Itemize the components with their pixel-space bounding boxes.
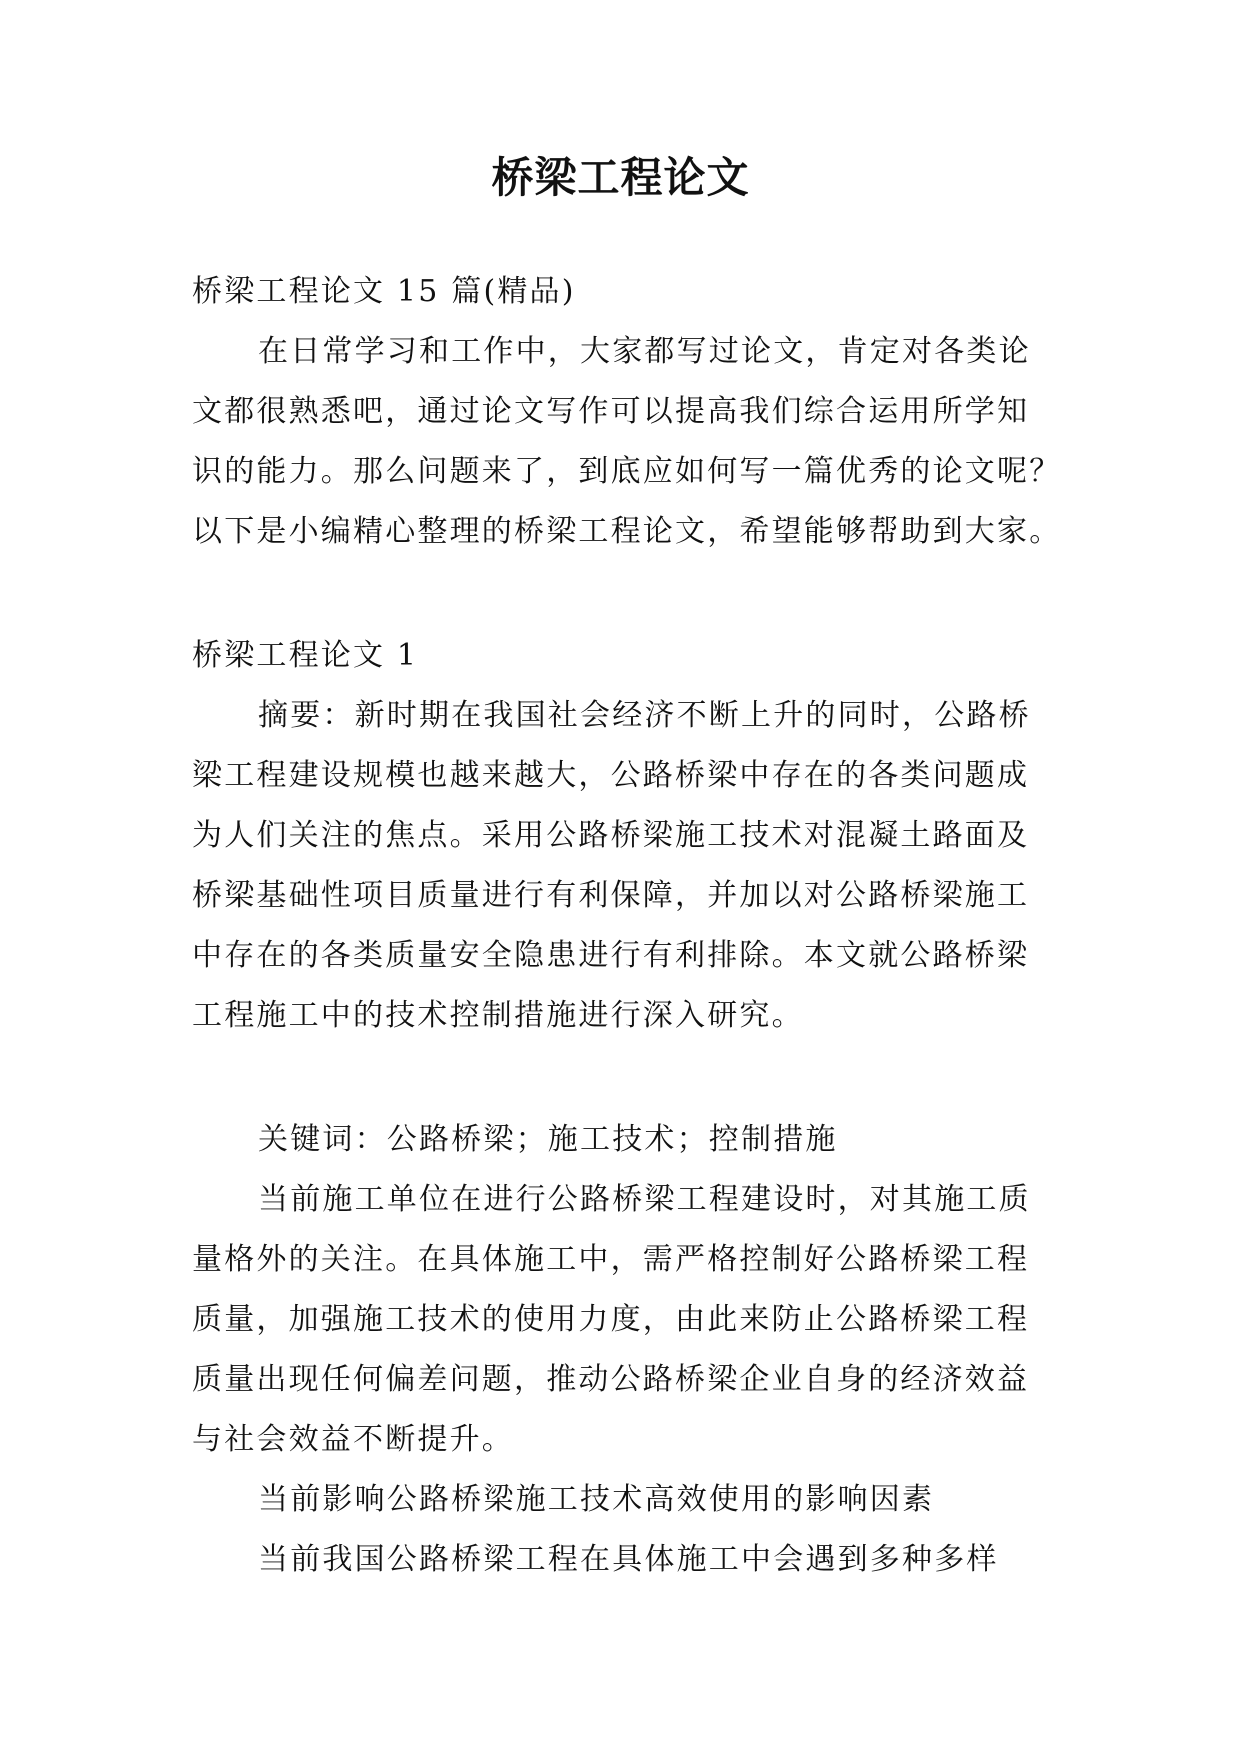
paragraph-gap — [192, 562, 1049, 626]
abstract-line: 为人们关注的焦点。采用公路桥梁施工技术对混凝土路面及 — [192, 818, 1030, 853]
intro-line: 以下是小编精心整理的桥梁工程论文，希望能够帮助到大家。 — [192, 514, 1062, 549]
intro-line: 文都很熟悉吧，通过论文写作可以提高我们综合运用所学知 — [192, 394, 1030, 429]
document-body — [192, 262, 1062, 1590]
abstract-line: 中存在的各类质量安全隐患进行有利排除。本文就公路桥梁 — [192, 938, 1030, 973]
intro-line: 识的能力。那么问题来了，到底应如何写一篇优秀的论文呢？ — [192, 454, 1062, 489]
paragraph-line: 当前我国公路桥梁工程在具体施工中会遇到多种多样 — [258, 1542, 999, 1577]
document-title: 桥梁工程论文 — [491, 153, 750, 202]
keywords-line: 关键词：公路桥梁；施工技术；控制措施 — [258, 1122, 838, 1157]
paragraph-gap — [192, 1046, 1049, 1110]
abstract-line: 梁工程建设规模也越来越大，公路桥梁中存在的各类问题成 — [192, 758, 1030, 793]
abstract-line: 桥梁基础性项目质量进行有利保障，并加以对公路桥梁施工 — [192, 878, 1030, 913]
abstract-line: 摘要：新时期在我国社会经济不断上升的同时，公路桥 — [258, 698, 1031, 733]
document-subtitle: 桥梁工程论文 15 篇(精品) — [192, 274, 576, 309]
paragraph-line: 质量出现任何偏差问题，推动公路桥梁企业自身的经济效益 — [192, 1362, 1030, 1397]
subheading-line: 当前影响公路桥梁施工技术高效使用的影响因素 — [258, 1482, 935, 1517]
paragraph-line: 量格外的关注。在具体施工中，需严格控制好公路桥梁工程 — [192, 1242, 1030, 1277]
intro-line: 在日常学习和工作中，大家都写过论文，肯定对各类论 — [258, 334, 1031, 369]
paragraph-line: 当前施工单位在进行公路桥梁工程建设时，对其施工质 — [258, 1182, 1031, 1217]
paragraph-line: 质量，加强施工技术的使用力度，由此来防止公路桥梁工程 — [192, 1302, 1030, 1337]
section-heading: 桥梁工程论文 1 — [192, 638, 419, 673]
paragraph-line: 与社会效益不断提升。 — [192, 1422, 514, 1457]
abstract-line: 工程施工中的技术控制措施进行深入研究。 — [192, 998, 804, 1033]
